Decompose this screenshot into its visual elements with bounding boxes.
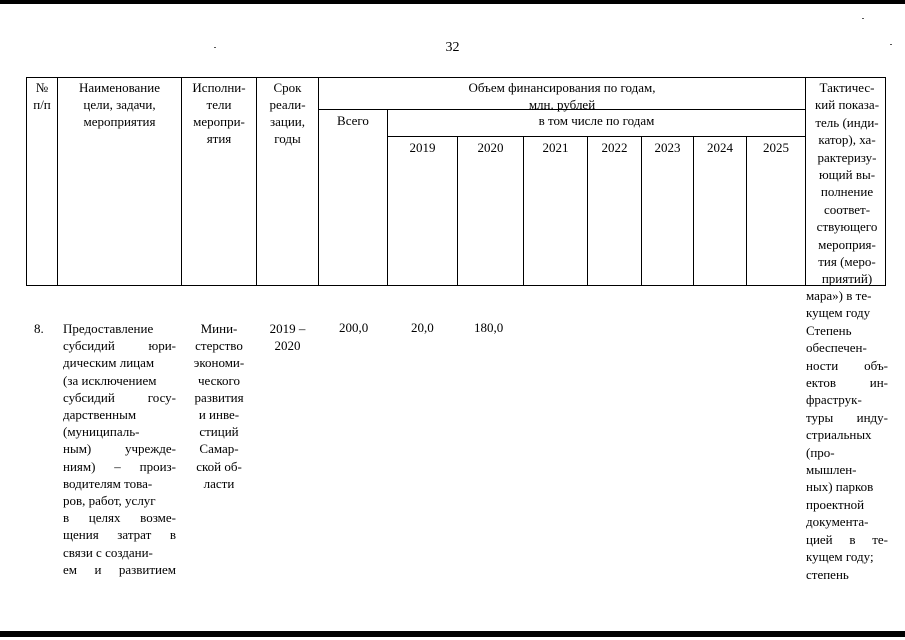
top-border — [0, 0, 905, 4]
header-funding-title: Объем финансирования по годам, млн. рублей — [468, 80, 656, 112]
row-term: 2019 – 2020 — [269, 321, 306, 354]
header-executors: Исполни- тели меропри- ятия — [192, 80, 246, 146]
scan-speck — [890, 44, 892, 45]
scan-speck — [214, 47, 216, 48]
row-2019: 20,0 — [411, 320, 434, 335]
scan-speck — [862, 18, 864, 19]
header-year-2025: 2025 — [763, 140, 789, 155]
header-indicator: Тактичес- кий показа- тель (инди- катор), ха- рактеризу- ющий вы- полнение соответ- ствующего мероприя- тия (меро- приятий) — [814, 80, 880, 287]
header-total: Всего — [337, 113, 369, 128]
row-executor: Мини- стерство экономи- ческого развития и инве- стиций Самар- ской об- ласти — [193, 321, 245, 491]
page-number: 32 — [445, 40, 460, 55]
header-year-2021: 2021 — [542, 140, 569, 155]
header-name: Наименование цели, задачи, мероприятия — [79, 80, 160, 129]
header-term: Срок реали- зации, годы — [269, 80, 306, 146]
row-number: 8. — [34, 321, 44, 336]
row-name: Предоставление субсидий юри- дическим лицам (за исключением субсидий госу- дарственным (муниципаль- ным) учрежде- ниям) – произ- водителям това- ров, работ, услуг в целях возме- щения затрат в связи с создани- ем и развитием — [63, 321, 176, 577]
header-year-2022: 2022 — [601, 140, 628, 155]
header-year-2024: 2024 — [707, 140, 733, 155]
header-year-2020: 2020 — [477, 140, 504, 155]
header-number: № п/п — [33, 80, 51, 112]
row-total: 200,0 — [339, 320, 369, 335]
header-year-2023: 2023 — [654, 140, 681, 155]
header-year-2019: 2019 — [409, 140, 436, 155]
row-2020: 180,0 — [474, 320, 504, 335]
header-incl-by-years: в том числе по годам — [538, 113, 655, 128]
indicator-text: мара») в те- кущем году Степень обеспечен- ности объ- ектов ин- фраструк- туры инду- стриальных (про- мышлен- ных) парков проектной документа- цией в те- кущем году; степень — [806, 288, 888, 582]
bottom-border — [0, 631, 905, 637]
